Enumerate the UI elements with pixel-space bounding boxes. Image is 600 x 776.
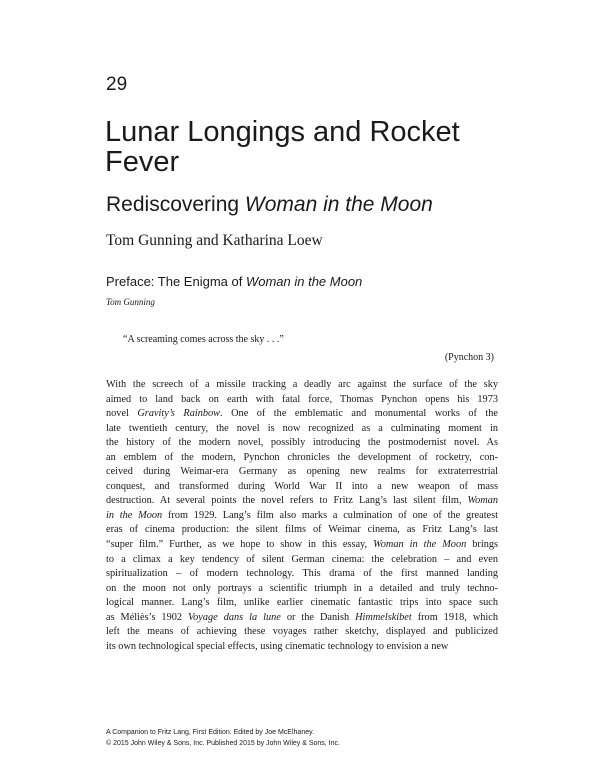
chapter-subtitle <box>106 193 433 217</box>
preface-heading-prefix: Preface: The Enigma of <box>106 274 246 289</box>
epigraph-quote: “A screaming comes across the sky . . .” <box>123 334 284 345</box>
body-line: novel Gravity’s Rainbow. One of the emblematic and monumental works of the <box>106 408 498 420</box>
body-line: eras of cinema production: the silent films of Weimar cinema, as Fritz Lang’s last <box>106 524 498 536</box>
body-line: an emblem of the modern, Pynchon chronicles the development of rocketry, con- <box>106 451 498 463</box>
preface-heading <box>106 274 362 290</box>
body-line: conquest, and transformed during World War II into a new weapon of mass <box>106 480 498 492</box>
body-line: the history of the modern novel, possibly introducing the postmodernist novel. As <box>106 437 498 449</box>
body-line: “super film.” Further, as we hope to show in this essay, Woman in the Moon brings <box>106 539 498 551</box>
preface-author: Tom Gunning <box>106 297 155 307</box>
body-line: aimed to land back on earth with fatal force, Thomas Pynchon opens his 1973 <box>106 393 498 405</box>
body-line: late twentieth century, the novel is now recognized as a culminating moment in <box>106 422 498 434</box>
body-line: on the moon not only portrays a scientific triumph in a detailed and truly techno- <box>106 582 498 594</box>
body-line: to a climax a key tendency of silent German cinema: the celebration – and even <box>106 553 498 565</box>
body-line: its own technological special effects, using cinematic technology to envision a new <box>106 640 449 652</box>
copyright-footer <box>106 728 340 749</box>
subtitle-film-title: Woman in the Moon <box>244 193 433 216</box>
epigraph-source: (Pynchon 3) <box>444 352 494 363</box>
body-paragraph <box>106 378 498 654</box>
body-line: ceived during Weimar-era Germany as opening new realms for extraterrestrial <box>106 466 498 478</box>
footer-edition-line: A Companion to Fritz Lang, First Edition. Edited by Joe McElhaney. <box>106 729 315 736</box>
body-line: spiritualization – of modern technology. This drama of the first manned landing <box>106 568 498 580</box>
body-line: destruction. At several points the novel refers to Fritz Lang’s last silent film, Woman <box>106 495 498 507</box>
subtitle-prefix: Rediscovering <box>106 193 245 216</box>
body-line: With the screech of a missile tracking a deadly arc against the surface of the sky <box>106 379 498 390</box>
footer-copyright-line: © 2015 John Wiley & Sons, Inc. Published 2015 by John Wiley & Sons, Inc. <box>106 739 340 747</box>
chapter-authors: Tom Gunning and Katharina Loew <box>106 232 323 249</box>
preface-heading-film-title: Woman in the Moon <box>245 274 363 289</box>
chapter-number: 29 <box>106 74 128 95</box>
body-line: in the Moon from 1929. Lang’s film also marks a culmination of one of the greatest <box>106 509 498 521</box>
body-line: left the means of achieving these voyages rather sketchy, displayed and publicized <box>106 626 498 638</box>
chapter-title: Lunar Longings and Rocket Fever <box>105 116 460 178</box>
body-line: as Méliès’s 1902 Voyage dans la lune or the Danish Himmelskibet from 1918, which <box>106 611 498 623</box>
body-line: logical manner. Lang’s film, unlike earlier cinematic fantastic trips into space such <box>106 597 498 609</box>
